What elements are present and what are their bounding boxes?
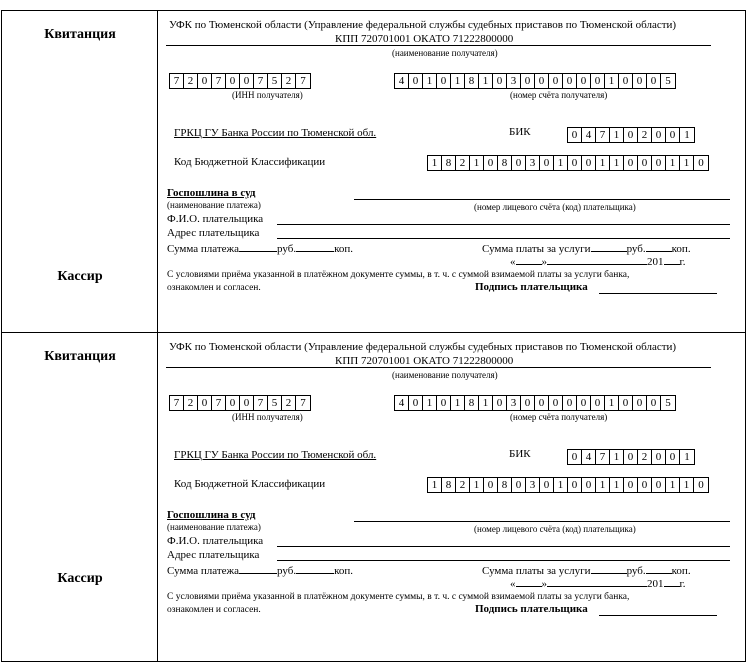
digit-cell[interactable]: 0: [591, 74, 605, 88]
sum-rub-unit: руб.: [277, 243, 297, 255]
digit-cell[interactable]: 0: [549, 74, 563, 88]
digit-cell[interactable]: 2: [184, 74, 198, 88]
digit-cell[interactable]: 0: [568, 478, 582, 492]
digit-cell[interactable]: 3: [507, 396, 521, 410]
digit-cell[interactable]: 0: [577, 74, 591, 88]
digit-cell[interactable]: 0: [409, 396, 423, 410]
kbk-boxes[interactable]: [427, 477, 709, 493]
account-caption: (номер счёта получателя): [510, 90, 608, 100]
agree-line-2: ознакомлен и согласен.: [167, 605, 261, 615]
fee-rub-field[interactable]: [591, 241, 627, 252]
digit-cell[interactable]: 0: [582, 478, 596, 492]
digit-cell[interactable]: 1: [610, 156, 624, 170]
digit-cell[interactable]: 1: [479, 396, 493, 410]
recipient-caption: (наименование получателя): [392, 48, 498, 58]
sum-row: [167, 241, 353, 256]
digit-cell[interactable]: 1: [428, 156, 442, 170]
digit-cell[interactable]: 0: [591, 396, 605, 410]
payment-name: Госпошлина в суд: [167, 509, 256, 521]
fio-label: Ф.И.О. плательщика: [167, 213, 264, 225]
bik-label: БИК: [509, 126, 531, 138]
address-field[interactable]: [277, 238, 730, 239]
fee-kop-unit: коп.: [671, 243, 691, 255]
date-day-field[interactable]: [516, 254, 542, 265]
digit-cell[interactable]: 7: [170, 74, 184, 88]
digit-cell[interactable]: 0: [652, 128, 666, 142]
digit-cell[interactable]: 0: [633, 396, 647, 410]
digit-cell[interactable]: 2: [638, 450, 652, 464]
digit-cell[interactable]: 1: [610, 128, 624, 142]
digit-cell[interactable]: 1: [479, 74, 493, 88]
digit-cell[interactable]: 1: [554, 478, 568, 492]
digit-cell[interactable]: 2: [456, 478, 470, 492]
date-open: «: [510, 578, 516, 590]
digit-cell[interactable]: 4: [395, 74, 409, 88]
digit-cell[interactable]: 0: [568, 156, 582, 170]
date-close: »: [541, 578, 547, 590]
sum-kop-field[interactable]: [296, 241, 334, 252]
recipient-line-1: УФК по Тюменской области (Управление федеральной службы судебных приставов по Тюменской области): [169, 341, 677, 353]
digit-cell[interactable]: 7: [212, 396, 226, 410]
digit-cell[interactable]: 7: [596, 128, 610, 142]
cashier-label: Кассир: [57, 269, 103, 284]
bank-name: ГРКЦ ГУ Банка России по Тюменской обл.: [174, 449, 377, 461]
digit-cell[interactable]: 8: [465, 74, 479, 88]
date-year: 201: [647, 256, 664, 268]
fee-kop-unit: коп.: [671, 565, 691, 577]
digit-cell[interactable]: 0: [226, 396, 240, 410]
digit-cell[interactable]: 8: [498, 156, 512, 170]
kbk-label: Код Бюджетной Классификации: [174, 478, 326, 490]
sum-kop-unit: коп.: [334, 565, 354, 577]
digit-cell[interactable]: 0: [437, 74, 451, 88]
digit-cell[interactable]: 0: [540, 156, 554, 170]
receipt-body: [162, 11, 747, 332]
digit-cell[interactable]: 0: [619, 74, 633, 88]
digit-cell[interactable]: 0: [647, 396, 661, 410]
digit-cell[interactable]: 0: [624, 156, 638, 170]
signature-label: Подпись плательщика: [475, 281, 588, 293]
date-year: 201: [647, 578, 664, 590]
digit-cell[interactable]: 0: [535, 396, 549, 410]
digit-cell[interactable]: 1: [470, 156, 484, 170]
fee-label: Сумма платы за услуги: [482, 243, 591, 255]
digit-cell[interactable]: 1: [451, 74, 465, 88]
receipt-body: [162, 333, 747, 661]
recipient-underline: [166, 45, 711, 46]
recipient-caption: (наименование получателя): [392, 370, 498, 380]
left-column: [2, 11, 158, 332]
digit-cell[interactable]: 0: [437, 396, 451, 410]
receipt-part-1: [1, 10, 746, 332]
digit-cell[interactable]: 7: [254, 74, 268, 88]
digit-cell[interactable]: 0: [568, 450, 582, 464]
digit-cell[interactable]: 0: [535, 74, 549, 88]
bik-boxes[interactable]: [567, 127, 695, 143]
agree-line-1: С условиями приёма указанной в платёжном документе суммы, в т. ч. с суммой взимаемой платы за услуги банка,: [167, 270, 630, 280]
receipt-part-2: [1, 332, 746, 662]
digit-cell[interactable]: 1: [423, 396, 437, 410]
account-caption: (номер счёта получателя): [510, 412, 608, 422]
inn-boxes[interactable]: [169, 73, 311, 89]
date-close: »: [541, 256, 547, 268]
personal-account-caption: (номер лицевого счёта (код) плательщика): [474, 202, 636, 212]
payment-caption: (наименование платежа): [167, 200, 261, 210]
bik-label: БИК: [509, 448, 531, 460]
fio-field[interactable]: [277, 224, 730, 225]
fee-rub-field[interactable]: [591, 563, 627, 574]
signature-field[interactable]: [599, 293, 717, 294]
digit-cell[interactable]: 1: [610, 450, 624, 464]
fio-field[interactable]: [277, 546, 730, 547]
digit-cell[interactable]: 5: [268, 74, 282, 88]
digit-cell[interactable]: 0: [633, 74, 647, 88]
digit-cell[interactable]: 0: [198, 74, 212, 88]
digit-cell[interactable]: 1: [684, 129, 690, 141]
digit-cell[interactable]: 0: [563, 396, 577, 410]
sum-kop-field[interactable]: [296, 563, 334, 574]
digit-cell[interactable]: 5: [665, 397, 671, 409]
digit-cell[interactable]: 0: [240, 74, 254, 88]
bik-boxes[interactable]: [567, 449, 695, 465]
digit-cell[interactable]: 7: [300, 75, 306, 87]
personal-account-field[interactable]: [354, 521, 730, 522]
digit-cell[interactable]: 4: [582, 128, 596, 142]
digit-cell[interactable]: 1: [596, 478, 610, 492]
fee-kop-field[interactable]: [646, 241, 672, 252]
digit-cell[interactable]: 0: [409, 74, 423, 88]
digit-cell[interactable]: 0: [240, 396, 254, 410]
recipient-line-2: КПП 720701001 ОКАТО 71222800000: [335, 355, 514, 367]
digit-cell[interactable]: 7: [596, 450, 610, 464]
recipient-underline: [166, 367, 711, 368]
digit-cell[interactable]: 8: [465, 396, 479, 410]
sum-label: Сумма платежа: [167, 243, 240, 255]
digit-cell[interactable]: 8: [498, 478, 512, 492]
digit-cell[interactable]: 0: [568, 128, 582, 142]
date-day-field[interactable]: [516, 576, 542, 587]
digit-cell[interactable]: 1: [470, 478, 484, 492]
inn-boxes[interactable]: [169, 395, 311, 411]
date-month-field[interactable]: [547, 254, 647, 265]
digit-cell[interactable]: 2: [456, 156, 470, 170]
payment-name: Госпошлина в суд: [167, 187, 256, 199]
sum-label: Сумма платежа: [167, 565, 240, 577]
recipient-line-1: УФК по Тюменской области (Управление федеральной службы судебных приставов по Тюменской области): [169, 19, 677, 31]
digit-cell[interactable]: 1: [605, 396, 619, 410]
digit-cell[interactable]: 1: [428, 478, 442, 492]
recipient-line-2: КПП 720701001 ОКАТО 71222800000: [335, 33, 514, 45]
digit-cell[interactable]: 0: [512, 478, 526, 492]
date-row: [510, 254, 686, 269]
digit-cell[interactable]: 0: [666, 128, 680, 142]
digit-cell[interactable]: 2: [638, 128, 652, 142]
digit-cell[interactable]: 1: [554, 156, 568, 170]
digit-cell[interactable]: 1: [451, 396, 465, 410]
sum-kop-unit: коп.: [334, 243, 354, 255]
fee-label: Сумма платы за услуги: [482, 565, 591, 577]
payment-form: [1, 2, 746, 662]
digit-cell[interactable]: 0: [698, 479, 704, 491]
digit-cell[interactable]: 0: [493, 396, 507, 410]
digit-cell[interactable]: 7: [212, 74, 226, 88]
kbk-label: Код Бюджетной Классификации: [174, 156, 326, 168]
digit-cell[interactable]: 0: [493, 74, 507, 88]
digit-cell[interactable]: 1: [596, 156, 610, 170]
digit-cell[interactable]: 0: [652, 156, 666, 170]
digit-cell[interactable]: 1: [666, 156, 680, 170]
digit-cell[interactable]: 4: [395, 396, 409, 410]
cashier-label: Кассир: [57, 571, 103, 586]
bank-name: ГРКЦ ГУ Банка России по Тюменской обл.: [174, 127, 377, 139]
digit-cell[interactable]: 1: [610, 478, 624, 492]
date-year-suffix: г.: [679, 578, 686, 590]
digit-cell[interactable]: 1: [680, 156, 694, 170]
sum-rub-field[interactable]: [239, 563, 277, 574]
inn-caption: (ИНН получателя): [232, 90, 303, 100]
payment-caption: (наименование платежа): [167, 522, 261, 532]
digit-cell[interactable]: 8: [442, 156, 456, 170]
digit-cell[interactable]: 0: [666, 450, 680, 464]
digit-cell[interactable]: 4: [582, 450, 596, 464]
digit-cell[interactable]: 0: [638, 478, 652, 492]
account-boxes[interactable]: [394, 395, 676, 411]
receipt-title: Квитанция: [44, 27, 116, 42]
digit-cell[interactable]: 3: [507, 74, 521, 88]
address-field[interactable]: [277, 560, 730, 561]
sum-rub-field[interactable]: [239, 241, 277, 252]
digit-cell[interactable]: 0: [484, 478, 498, 492]
digit-cell[interactable]: 0: [624, 478, 638, 492]
fee-rub-unit: руб.: [626, 243, 646, 255]
digit-cell[interactable]: 1: [605, 74, 619, 88]
account-boxes[interactable]: [394, 73, 676, 89]
digit-cell[interactable]: 0: [647, 74, 661, 88]
date-month-field[interactable]: [547, 576, 647, 587]
digit-cell[interactable]: 0: [652, 478, 666, 492]
sum-rub-unit: руб.: [277, 565, 297, 577]
digit-cell[interactable]: 5: [268, 396, 282, 410]
digit-cell[interactable]: 2: [184, 396, 198, 410]
inn-caption: (ИНН получателя): [232, 412, 303, 422]
digit-cell[interactable]: 0: [563, 74, 577, 88]
fee-kop-field[interactable]: [646, 563, 672, 574]
digit-cell[interactable]: 0: [198, 396, 212, 410]
digit-cell[interactable]: 0: [549, 396, 563, 410]
digit-cell[interactable]: 3: [526, 156, 540, 170]
digit-cell[interactable]: 1: [684, 451, 690, 463]
digit-cell[interactable]: 0: [698, 157, 704, 169]
digit-cell[interactable]: 0: [512, 156, 526, 170]
digit-cell[interactable]: 2: [282, 396, 296, 410]
digit-cell[interactable]: 7: [300, 397, 306, 409]
digit-cell[interactable]: 0: [624, 450, 638, 464]
date-open: «: [510, 256, 516, 268]
digit-cell[interactable]: 1: [666, 478, 680, 492]
digit-cell[interactable]: 0: [638, 156, 652, 170]
digit-cell[interactable]: 7: [170, 396, 184, 410]
fee-rub-unit: руб.: [626, 565, 646, 577]
address-label: Адрес плательщика: [167, 227, 260, 239]
agree-line-2: ознакомлен и согласен.: [167, 283, 261, 293]
digit-cell[interactable]: 1: [423, 74, 437, 88]
personal-account-caption: (номер лицевого счёта (код) плательщика): [474, 524, 636, 534]
digit-cell[interactable]: 0: [521, 74, 535, 88]
digit-cell[interactable]: 8: [442, 478, 456, 492]
digit-cell[interactable]: 0: [619, 396, 633, 410]
digit-cell[interactable]: 0: [652, 450, 666, 464]
digit-cell[interactable]: 0: [577, 396, 591, 410]
digit-cell[interactable]: 3: [526, 478, 540, 492]
date-row: [510, 576, 686, 591]
address-label: Адрес плательщика: [167, 549, 260, 561]
sum-row: [167, 563, 353, 578]
signature-label: Подпись плательщика: [475, 603, 588, 615]
digit-cell[interactable]: 1: [680, 478, 694, 492]
digit-cell[interactable]: 0: [226, 74, 240, 88]
personal-account-field[interactable]: [354, 199, 730, 200]
digit-cell[interactable]: 0: [521, 396, 535, 410]
digit-cell[interactable]: 0: [540, 478, 554, 492]
date-year-field[interactable]: [664, 254, 680, 265]
digit-cell[interactable]: 0: [582, 156, 596, 170]
date-year-field[interactable]: [664, 576, 680, 587]
agree-line-1: С условиями приёма указанной в платёжном документе суммы, в т. ч. с суммой взимаемой платы за услуги банка,: [167, 592, 630, 602]
date-year-suffix: г.: [679, 256, 686, 268]
digit-cell[interactable]: 0: [484, 156, 498, 170]
digit-cell[interactable]: 5: [665, 75, 671, 87]
kbk-boxes[interactable]: [427, 155, 709, 171]
receipt-title: Квитанция: [44, 349, 116, 364]
digit-cell[interactable]: 2: [282, 74, 296, 88]
signature-field[interactable]: [599, 615, 717, 616]
digit-cell[interactable]: 0: [624, 128, 638, 142]
fio-label: Ф.И.О. плательщика: [167, 535, 264, 547]
digit-cell[interactable]: 7: [254, 396, 268, 410]
left-column: [2, 333, 158, 661]
